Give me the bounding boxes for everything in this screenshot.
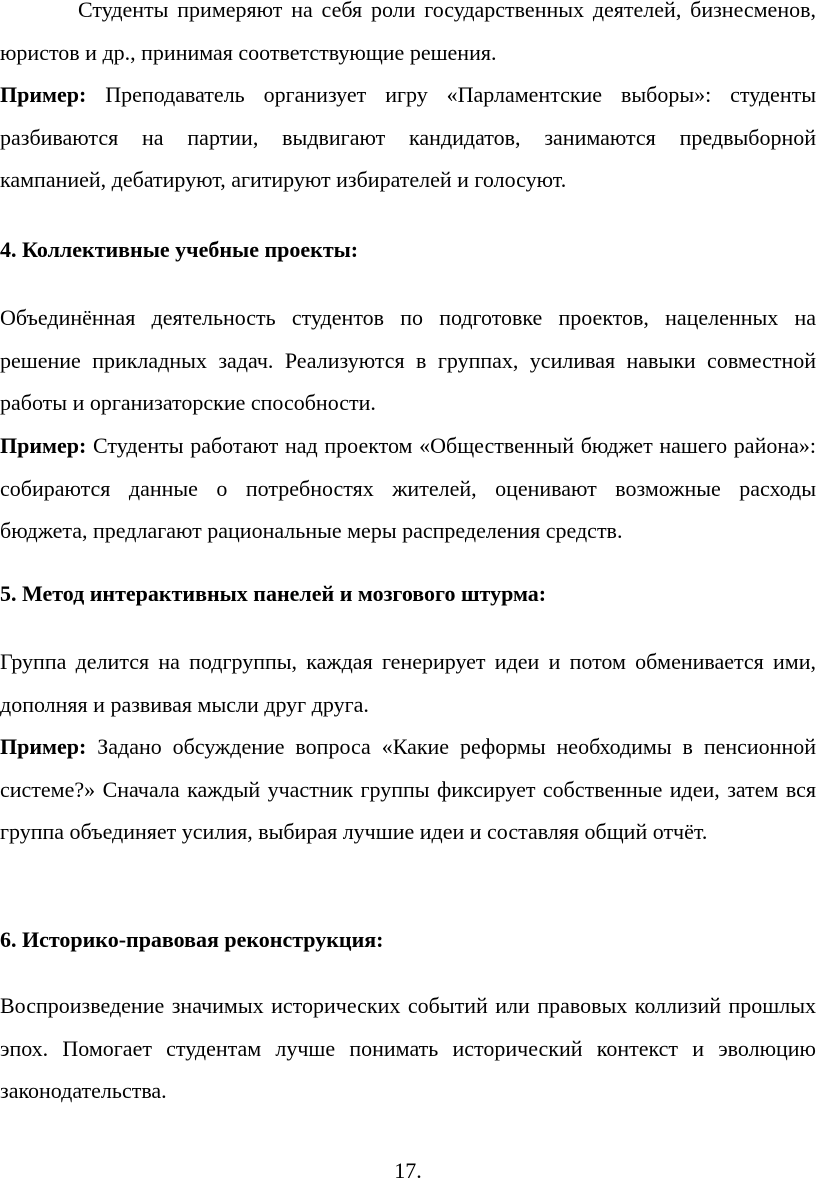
section-6-paragraph — [0, 985, 816, 1113]
example-label: Пример: — [0, 734, 87, 759]
section-4-paragraph — [0, 297, 816, 425]
section-6-text: Воспроизведение значимых исторических событий или правовых коллизий прошлых эпох. Помогает студентам лучше понимать исторический контекст и эволюцию законодательства. — [0, 993, 816, 1103]
example-text: Задано обсуждение вопроса «Какие реформы необходимы в пенсионной системе?» Сначала каждый участник группы фиксирует собственные идеи, затем вся группа объединяет усилия, выбирая лучшие идеи и составляя общий отчёт. — [0, 734, 816, 844]
intro-text: Студенты примеряют на себя роли государственных деятелей, бизнесменов, юристов и др., принимая соответствующие решения. — [0, 0, 816, 65]
section-5-example-paragraph — [0, 726, 816, 854]
section-heading-4: 4. Коллективные учебные проекты: — [0, 237, 359, 262]
example-label: Пример: — [0, 82, 87, 107]
example-text: Студенты работают над проектом «Общественный бюджет нашего района»: собираются данные о потребностях жителей, оценивают возможные расходы бюджета, предлагают рациональные меры распределения средств. — [0, 433, 816, 543]
example-paragraph-1 — [0, 74, 816, 202]
intro-paragraph — [0, 0, 816, 74]
section-4-text: Объединённая деятельность студентов по подготовке проектов, нацеленных на решение прикладных задач. Реализуются в группах, усиливая навыки совместной работы и организаторские способности. — [0, 305, 816, 415]
example-label: Пример: — [0, 433, 87, 458]
section-4-example-paragraph — [0, 425, 816, 553]
example-text: Преподаватель организует игру «Парламентские выборы»: студенты разбиваются на партии, выдвигают кандидатов, занимаются предвыборной кампанией, дебатируют, агитируют избирателей и голосуют. — [0, 82, 816, 192]
section-heading-5: 5. Метод интерактивных панелей и мозгового штурма: — [0, 581, 547, 606]
section-heading-6: 6. Историко-правовая реконструкция: — [0, 927, 384, 952]
section-5-text: Группа делится на подгруппы, каждая генерирует идеи и потом обменивается ими, дополняя и развивая мысли друг друга. — [0, 649, 816, 717]
page-number: 17. — [394, 1158, 422, 1183]
section-5-paragraph — [0, 641, 816, 726]
